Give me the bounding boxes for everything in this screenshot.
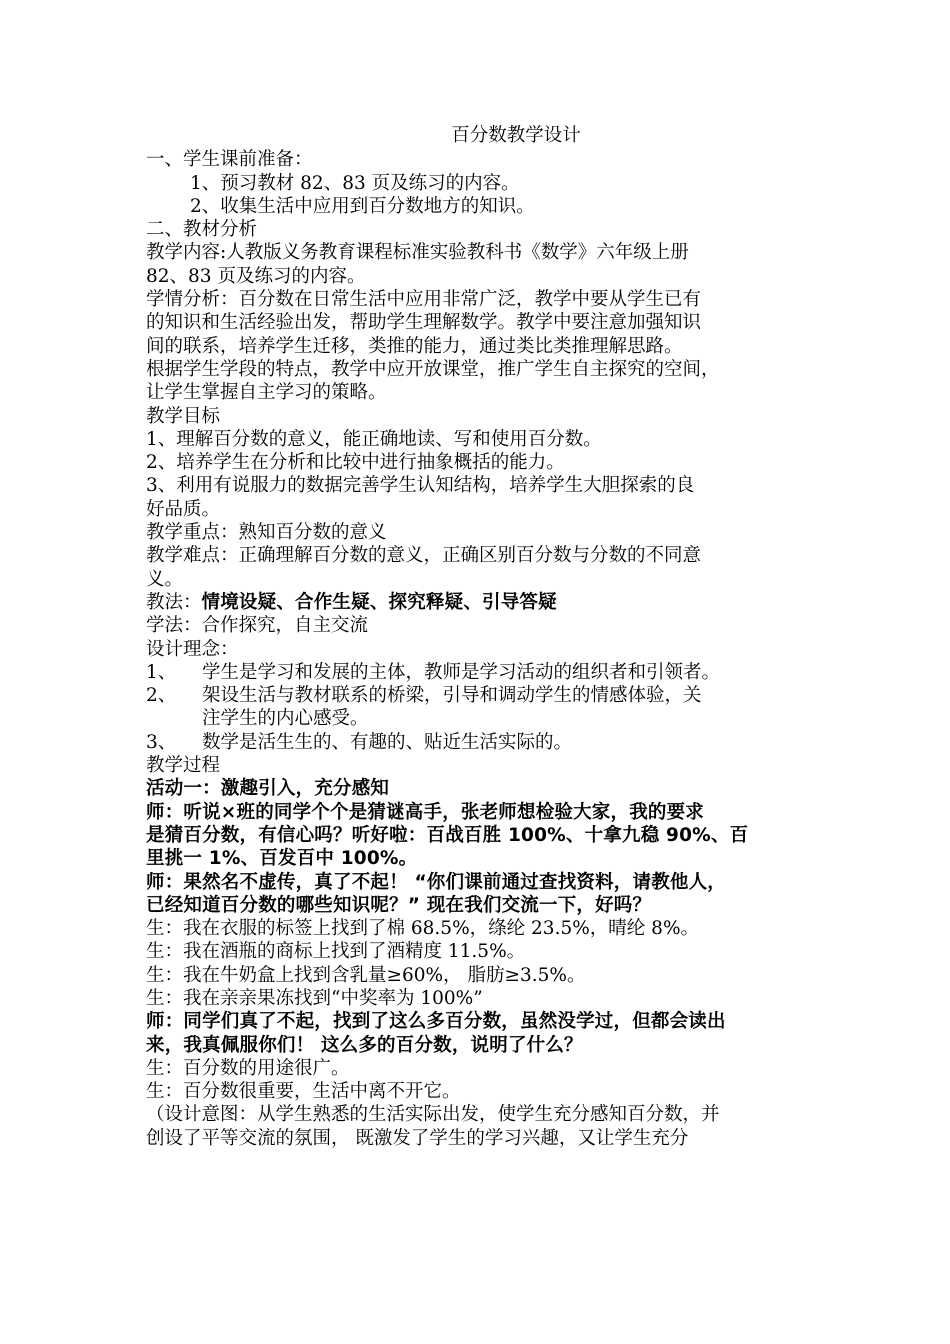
teaching-method	[146, 591, 826, 614]
learning-method: 学法：合作探究，自主交流	[146, 615, 369, 637]
student-line: 生：百分数的用途很广。	[146, 1057, 350, 1079]
situation-line: 根据学生学段的特点，教学中应开放课堂，推广学生自主探究的空间，	[146, 358, 720, 380]
philosophy-item-text: 学生是学习和发展的主体，教师是学习活动的组织者和引领者。	[202, 661, 721, 683]
goal-line: 1、理解百分数的意义，能正确地读、写和使用百分数。	[146, 428, 602, 450]
teacher-line: 师：同学们真了不起，找到了这么多百分数，虽然没学过，但都会读出	[146, 1011, 726, 1033]
teacher-line: 已经知道百分数的哪些知识呢？” 现在我们交流一下，好吗？	[146, 894, 652, 916]
goal-line: 好品质。	[146, 498, 221, 520]
philosophy-item-continuation: 注学生的内心感受。	[202, 708, 369, 730]
student-line: 生：我在亲亲果冻找到“中奖率为 100%”	[146, 987, 483, 1009]
situation-line: 的知识和生活经验出发，帮助学生理解数学。教学中要注意加强知识	[146, 312, 702, 334]
teacher-line: 里挑一 1%、百发百中 100%。	[146, 848, 418, 870]
section-heading-process: 教学过程	[146, 755, 221, 777]
section-heading-prep: 一、学生课前准备：	[146, 149, 313, 171]
teacher-line: 师：果然名不虚传，真了不起！ “你们课前通过查找资料，请教他人，	[146, 871, 727, 893]
teacher-line: 师：听说×班的同学个个是猜谜高手，张老师想检验大家，我的要求	[146, 801, 705, 823]
philosophy-item-number: 3、	[146, 731, 177, 753]
philosophy-item	[146, 661, 826, 684]
philosophy-item-number: 2、	[146, 685, 177, 707]
key-point: 教学重点：熟知百分数的意义	[146, 522, 387, 544]
page-title: 百分数教学设计	[451, 125, 581, 146]
situation-line: 学情分析：百分数在日常生活中应用非常广泛，教学中要从学生已有	[146, 289, 702, 311]
teacher-line: 是猜百分数，有信心吗？听好啦：百战百胜 100%、十拿九稳 90%、百	[146, 824, 749, 846]
teaching-method-label: 教法：	[146, 591, 202, 613]
situation-line: 间的联系，培养学生迁移，类推的能力，通过类比类推理解思路。	[146, 335, 683, 357]
student-line: 生：我在衣服的标签上找到了棉 68.5%，绦纶 23.5%，晴纶 8%。	[146, 918, 700, 940]
philosophy-item-text: 架设生活与教材联系的桥梁，引导和调动学生的情感体验，关	[202, 685, 702, 707]
design-intent-line: （设计意图：从学生熟悉的生活实际出发，使学生充分感知百分数，并	[146, 1104, 720, 1126]
prep-item: 2、收集生活中应用到百分数地方的知识。	[190, 195, 535, 217]
design-intent-line: 创设了平等交流的氛围， 既激发了学生的学习兴趣，又让学生充分	[146, 1127, 689, 1149]
prep-item: 1、预习教材 82、83 页及练习的内容。	[190, 172, 520, 194]
section-heading-goals: 教学目标	[146, 405, 221, 427]
student-line: 生：我在牛奶盒上找到含乳量≥60%， 脂肪≥3.5%。	[146, 964, 586, 986]
situation-line: 让学生掌握自主学习的策略。	[146, 382, 387, 404]
teaching-method-value: 情境设疑、合作生疑、探究释疑、引导答疑	[201, 591, 557, 613]
section-heading-philosophy: 设计理念：	[146, 638, 239, 660]
goal-line: 2、培养学生在分析和比较中进行抽象概括的能力。	[146, 452, 565, 474]
activity-heading: 活动一：激趣引入，充分感知	[146, 778, 390, 800]
teacher-line: 来，我真佩服你们！ 这么多的百分数，说明了什么？	[146, 1034, 583, 1056]
section-heading-analysis: 二、教材分析	[146, 219, 258, 241]
philosophy-item-number: 1、	[146, 661, 177, 683]
difficulty-line: 义。	[146, 568, 184, 590]
difficulty-line: 教学难点：正确理解百分数的意义，正确区别百分数与分数的不同意	[146, 545, 702, 567]
philosophy-item-text: 数学是活生生的、有趣的、贴近生活实际的。	[202, 731, 573, 753]
philosophy-item	[146, 684, 826, 707]
goal-line: 3、利用有说服力的数据完善学生认知结构，培养学生大胆探索的良	[146, 475, 695, 497]
document-body	[146, 124, 826, 1150]
student-line: 生：我在酒瓶的商标上找到了酒精度 11.5%。	[146, 941, 526, 963]
philosophy-item	[146, 731, 826, 754]
student-line: 生：百分数很重要，生活中离不开它。	[146, 1081, 461, 1103]
content-line: 教学内容:人教版义务教育课程标准实验教科书《数学》六年级上册	[146, 242, 689, 264]
content-line: 82、83 页及练习的内容。	[146, 265, 366, 287]
